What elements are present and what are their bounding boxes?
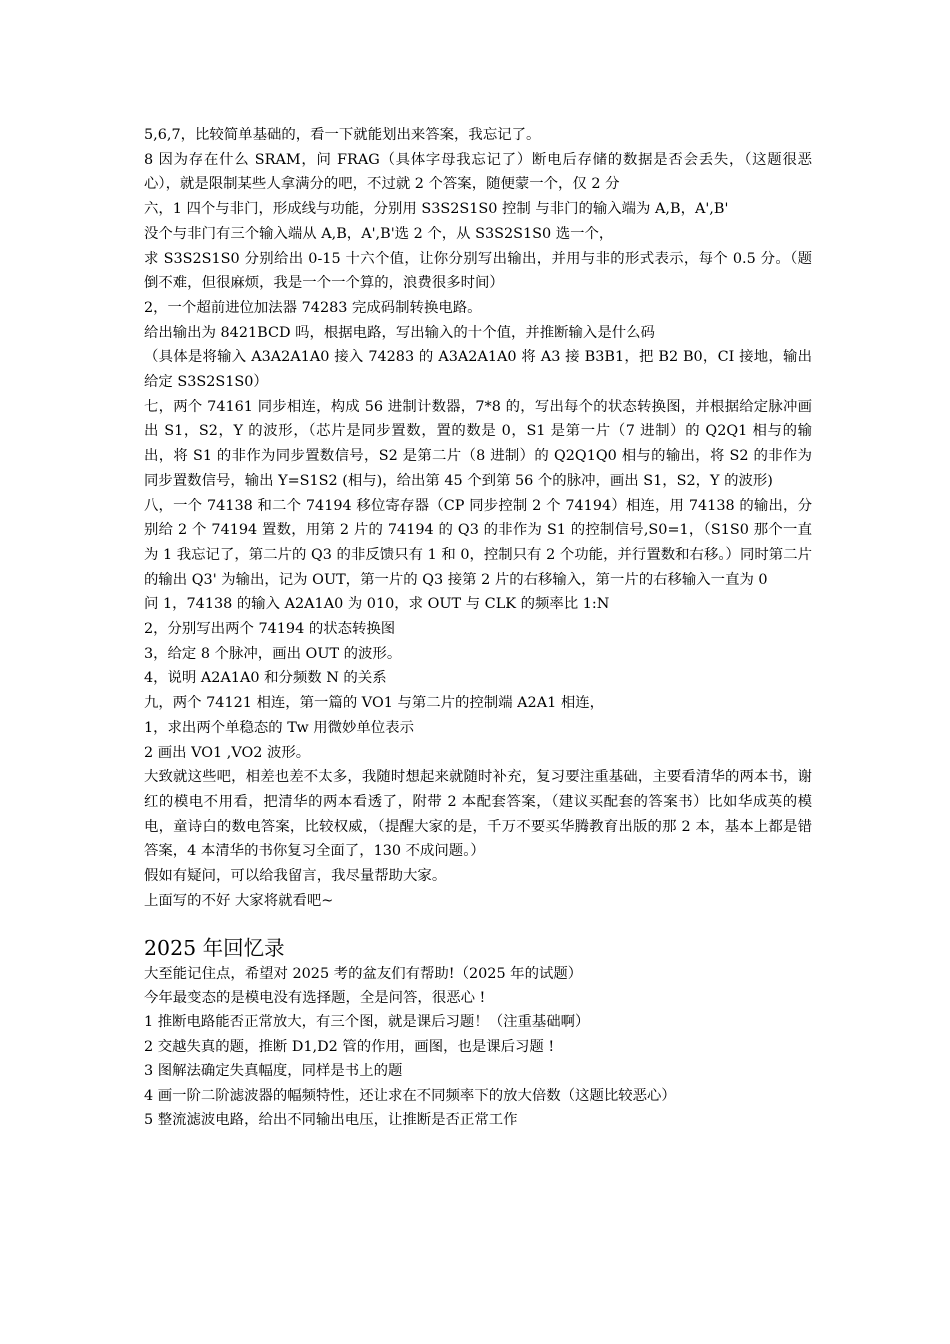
paragraph: 上面写的不好 大家将就看吧~ bbox=[144, 892, 334, 909]
exam-notes-part2 bbox=[144, 962, 812, 1133]
paragraph: 大致就这些吧，相差也差不太多，我随时想起来就随时补充，复习要注重基础，主要看清华的两本书，谢红的模电不用看，把清华的两本看透了，附带 2 本配套答案，（建议买配套的答案书）比如华成英的模电，童诗白的数电答案，比较权威，（提醒大家的是，千万不要买华腾教育出版的那 2 本，基本上都是错答案，4 本清华的书你复习全面了，130 不成问题。） bbox=[144, 769, 812, 860]
paragraph: 给出输出为 8421BCD 吗，根据电路，写出输入的十个值，并推断输入是什么码 bbox=[144, 324, 655, 341]
exam-notes-part1 bbox=[144, 123, 812, 914]
document-page bbox=[144, 123, 812, 1132]
paragraph: 2 交越失真的题，推断 D1,D2 管的作用，画图，也是课后习题 ! bbox=[144, 1038, 555, 1055]
paragraph: 七，两个 74161 同步相连，构成 56 进制计数器，7*8 的，写出每个的状态转换图，并根据给定脉冲画出 S1，S2，Y 的波形，（芯片是同步置数，置的数是 0，S1 是第一片（7 进制）的 Q2Q1 相与的输出，将 S1 的非作为同步置数信号，S2 是第二片（8 进制）的 Q2Q1Q0 相与的输出，将 S2 的非作为同步置数信号，输出 Y=S1S2 (相与)，给出第 45 个到第 56 个的脉冲，画出 S1，S2，Y 的波形) bbox=[144, 398, 812, 489]
paragraph: 2 画出 VO1 ,VO2 波形。 bbox=[144, 744, 311, 761]
paragraph: 没个与非门有三个输入端从 A,B，A',B'选 2 个，从 S3S2S1S0 选一个， bbox=[144, 225, 614, 242]
paragraph: 1，求出两个单稳态的 Tw 用微妙单位表示 bbox=[144, 719, 414, 736]
paragraph: （具体是将输入 A3A2A1A0 接入 74283 的 A3A2A1A0 将 A3 接 B3B1，把 B2 B0，CI 接地，输出给定 S3S2S1S0） bbox=[144, 349, 812, 391]
paragraph: 八，一个 74138 和二个 74194 移位寄存器（CP 同步控制 2 个 74194）相连，用 74138 的输出，分别给 2 个 74194 置数，用第 2 片的 74194 的 Q3 的非作为 S1 的控制信号,S0=1，（S1S0 那个一直为 1 我忘记了，第二片的 Q3 的非反馈只有 1 和 0，控制只有 2 个功能，并行置数和右移。）同时第二片的输出 Q3' 为输出，记为 OUT，第一片的 Q3 接第 2 片的右移输入，第一片的右移输入一直为 0 bbox=[144, 497, 812, 588]
paragraph: 8 因为存在什么 SRAM，问 FRAG（具体字母我忘记了）断电后存储的数据是否会丢失，（这题很恶心），就是限制某些人拿满分的吧，不过就 2 个答案，随便蒙一个，仅 2 分 bbox=[144, 151, 812, 193]
paragraph: 5 整流滤波电路，给出不同输出电压，让推断是否正常工作 bbox=[144, 1111, 518, 1128]
section-spacer bbox=[144, 914, 812, 935]
paragraph: 4 画一阶二阶滤波器的幅频特性，还让求在不同频率下的放大倍数（这题比较恶心） bbox=[144, 1087, 676, 1104]
paragraph: 4，说明 A2A1A0 和分频数 N 的关系 bbox=[144, 670, 387, 687]
paragraph: 2，一个超前进位加法器 74283 完成码制转换电路。 bbox=[144, 299, 482, 316]
paragraph: 2，分别写出两个 74194 的状态转换图 bbox=[144, 621, 396, 638]
paragraph: 九，两个 74121 相连，第一篇的 VO1 与第二片的控制端 A2A1 相连， bbox=[144, 695, 605, 712]
paragraph: 问 1，74138 的输入 A2A1A0 为 010，求 OUT 与 CLK 的频率比 1:N bbox=[144, 596, 610, 613]
paragraph: 假如有疑问，可以给我留言，我尽量帮助大家。 bbox=[144, 868, 447, 885]
paragraph: 六，1 四个与非门，形成线与功能，分别用 S3S2S1S0 控制 与非门的输入端为 A,B，A',B' bbox=[144, 201, 729, 218]
paragraph: 1 推断电路能否正常放大，有三个图，就是课后习题！（注重基础啊） bbox=[144, 1014, 590, 1031]
paragraph: 3，给定 8 个脉冲，画出 OUT 的波形。 bbox=[144, 645, 402, 662]
paragraph: 大至能记住点，希望对 2025 考的盆友们有帮助!（2025 年的试题） bbox=[144, 965, 583, 982]
paragraph: 5,6,7，比较简单基础的，看一下就能划出来答案，我忘记了。 bbox=[144, 127, 541, 143]
paragraph: 3 图解法确定失真幅度，同样是书上的题 bbox=[144, 1063, 403, 1080]
section-heading: 2025 年回忆录 bbox=[144, 935, 285, 960]
paragraph: 今年最变态的是模电没有选择题，全是问答，很恶心 ! bbox=[144, 989, 486, 1006]
paragraph: 求 S3S2S1S0 分别给出 0-15 十六个值，让你分别写出输出，并用与非的形式表示，每个 0.5 分。（题倒不难，但很麻烦，我是一个一个算的，浪费很多时间） bbox=[144, 250, 812, 292]
